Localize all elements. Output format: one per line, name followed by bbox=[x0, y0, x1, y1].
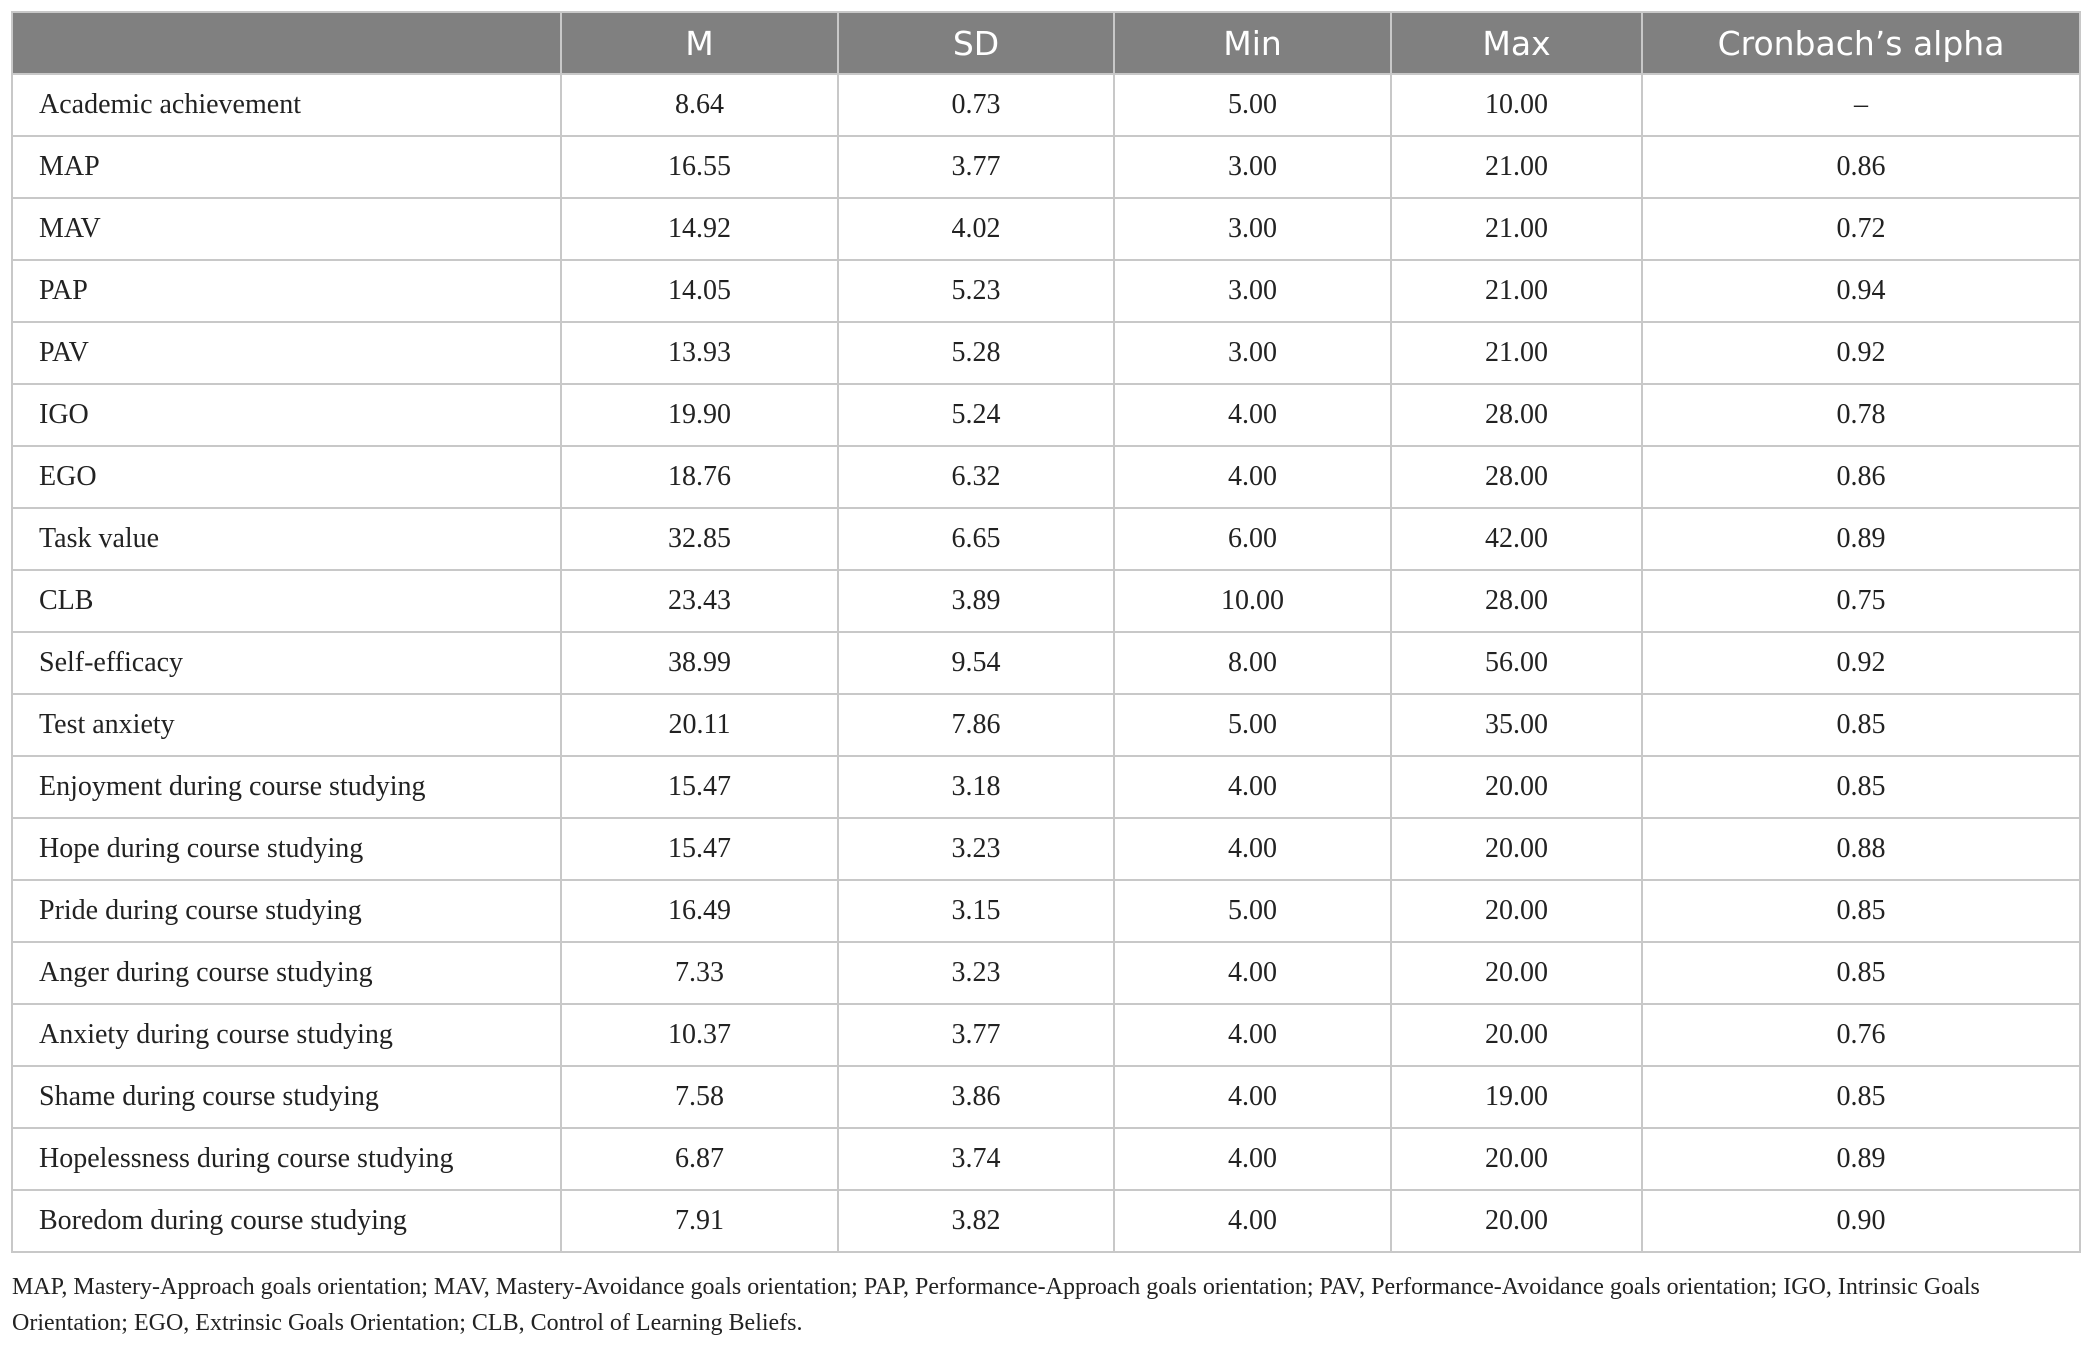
cell-cronbach-alpha: 0.86 bbox=[1642, 446, 2080, 508]
cell-cronbach-alpha: 0.72 bbox=[1642, 198, 2080, 260]
cell-min: 10.00 bbox=[1114, 570, 1391, 632]
cell-variable: Hope during course studying bbox=[12, 818, 561, 880]
cell-mean: 7.91 bbox=[561, 1190, 838, 1252]
cell-variable: Hopelessness during course studying bbox=[12, 1128, 561, 1190]
cell-variable: Academic achievement bbox=[12, 74, 561, 136]
cell-min: 5.00 bbox=[1114, 880, 1391, 942]
cell-sd: 9.54 bbox=[838, 632, 1114, 694]
cell-cronbach-alpha: 0.92 bbox=[1642, 322, 2080, 384]
cell-variable: MAP bbox=[12, 136, 561, 198]
header-mean: M bbox=[561, 12, 838, 74]
cell-sd: 3.77 bbox=[838, 1004, 1114, 1066]
cell-cronbach-alpha: 0.85 bbox=[1642, 1066, 2080, 1128]
cell-variable: Anxiety during course studying bbox=[12, 1004, 561, 1066]
cell-sd: 6.65 bbox=[838, 508, 1114, 570]
header-sd: SD bbox=[838, 12, 1114, 74]
cell-max: 56.00 bbox=[1391, 632, 1642, 694]
cell-variable: Task value bbox=[12, 508, 561, 570]
cell-max: 20.00 bbox=[1391, 756, 1642, 818]
cell-min: 4.00 bbox=[1114, 1190, 1391, 1252]
table-row bbox=[12, 1004, 2080, 1066]
cell-mean: 38.99 bbox=[561, 632, 838, 694]
cell-max: 28.00 bbox=[1391, 384, 1642, 446]
cell-cronbach-alpha: 0.75 bbox=[1642, 570, 2080, 632]
cell-max: 10.00 bbox=[1391, 74, 1642, 136]
cell-max: 19.00 bbox=[1391, 1066, 1642, 1128]
cell-sd: 7.86 bbox=[838, 694, 1114, 756]
descriptive-statistics-table bbox=[11, 11, 2081, 1253]
cell-cronbach-alpha: 0.76 bbox=[1642, 1004, 2080, 1066]
table-header-row bbox=[12, 12, 2080, 74]
cell-cronbach-alpha: 0.85 bbox=[1642, 880, 2080, 942]
cell-max: 20.00 bbox=[1391, 942, 1642, 1004]
table-row bbox=[12, 1128, 2080, 1190]
cell-min: 4.00 bbox=[1114, 1128, 1391, 1190]
cell-variable: Self-efficacy bbox=[12, 632, 561, 694]
table-container bbox=[11, 11, 2079, 1341]
cell-min: 4.00 bbox=[1114, 942, 1391, 1004]
cell-cronbach-alpha: 0.92 bbox=[1642, 632, 2080, 694]
cell-min: 4.00 bbox=[1114, 1066, 1391, 1128]
cell-max: 21.00 bbox=[1391, 198, 1642, 260]
cell-mean: 32.85 bbox=[561, 508, 838, 570]
cell-cronbach-alpha: 0.90 bbox=[1642, 1190, 2080, 1252]
cell-variable: Test anxiety bbox=[12, 694, 561, 756]
cell-variable: IGO bbox=[12, 384, 561, 446]
table-row bbox=[12, 880, 2080, 942]
table-footnote: MAP, Mastery-Approach goals orientation; MAV, Mastery-Avoidance goals orientation; PAP, Performance-Approach goals orientation; PAV, Performance-Avoidance goals orientation; IGO, Intrinsic Goals Orientation; EGO, Extrinsic Goals Orientation; CLB, Control of Learning Beliefs. bbox=[12, 1274, 1980, 1336]
cell-max: 21.00 bbox=[1391, 136, 1642, 198]
header-max: Max bbox=[1391, 12, 1642, 74]
table-row bbox=[12, 942, 2080, 1004]
cell-mean: 20.11 bbox=[561, 694, 838, 756]
cell-min: 3.00 bbox=[1114, 260, 1391, 322]
cell-mean: 7.33 bbox=[561, 942, 838, 1004]
cell-sd: 0.73 bbox=[838, 74, 1114, 136]
cell-min: 4.00 bbox=[1114, 1004, 1391, 1066]
cell-min: 4.00 bbox=[1114, 818, 1391, 880]
table-row bbox=[12, 1066, 2080, 1128]
cell-variable: Enjoyment during course studying bbox=[12, 756, 561, 818]
cell-mean: 13.93 bbox=[561, 322, 838, 384]
table-row bbox=[12, 570, 2080, 632]
cell-min: 5.00 bbox=[1114, 694, 1391, 756]
table-row bbox=[12, 818, 2080, 880]
table-row bbox=[12, 446, 2080, 508]
cell-cronbach-alpha: 0.78 bbox=[1642, 384, 2080, 446]
cell-mean: 23.43 bbox=[561, 570, 838, 632]
cell-mean: 14.05 bbox=[561, 260, 838, 322]
cell-mean: 8.64 bbox=[561, 74, 838, 136]
cell-variable: Shame during course studying bbox=[12, 1066, 561, 1128]
cell-cronbach-alpha: 0.85 bbox=[1642, 694, 2080, 756]
cell-sd: 6.32 bbox=[838, 446, 1114, 508]
cell-min: 3.00 bbox=[1114, 136, 1391, 198]
cell-min: 4.00 bbox=[1114, 756, 1391, 818]
cell-max: 20.00 bbox=[1391, 1128, 1642, 1190]
cell-variable: CLB bbox=[12, 570, 561, 632]
cell-mean: 7.58 bbox=[561, 1066, 838, 1128]
table-row bbox=[12, 1190, 2080, 1252]
cell-min: 8.00 bbox=[1114, 632, 1391, 694]
cell-cronbach-alpha: 0.88 bbox=[1642, 818, 2080, 880]
cell-cronbach-alpha: 0.85 bbox=[1642, 756, 2080, 818]
cell-sd: 3.77 bbox=[838, 136, 1114, 198]
cell-sd: 3.23 bbox=[838, 818, 1114, 880]
header-variable bbox=[12, 12, 561, 74]
cell-max: 35.00 bbox=[1391, 694, 1642, 756]
cell-max: 21.00 bbox=[1391, 322, 1642, 384]
table-row bbox=[12, 632, 2080, 694]
table-body bbox=[12, 74, 2080, 1252]
cell-variable: Pride during course studying bbox=[12, 880, 561, 942]
table-row bbox=[12, 508, 2080, 570]
cell-variable: Anger during course studying bbox=[12, 942, 561, 1004]
cell-mean: 16.55 bbox=[561, 136, 838, 198]
cell-sd: 4.02 bbox=[838, 198, 1114, 260]
cell-sd: 3.23 bbox=[838, 942, 1114, 1004]
cell-max: 20.00 bbox=[1391, 1190, 1642, 1252]
cell-variable: PAV bbox=[12, 322, 561, 384]
cell-variable: PAP bbox=[12, 260, 561, 322]
table-row bbox=[12, 260, 2080, 322]
header-cronbach-alpha: Cronbach’s alpha bbox=[1642, 12, 2080, 74]
cell-max: 28.00 bbox=[1391, 446, 1642, 508]
cell-mean: 18.76 bbox=[561, 446, 838, 508]
cell-sd: 5.23 bbox=[838, 260, 1114, 322]
cell-cronbach-alpha: 0.85 bbox=[1642, 942, 2080, 1004]
header-min: Min bbox=[1114, 12, 1391, 74]
cell-mean: 16.49 bbox=[561, 880, 838, 942]
table-row bbox=[12, 694, 2080, 756]
table-row bbox=[12, 74, 2080, 136]
cell-mean: 10.37 bbox=[561, 1004, 838, 1066]
cell-cronbach-alpha: 0.94 bbox=[1642, 260, 2080, 322]
cell-sd: 3.15 bbox=[838, 880, 1114, 942]
cell-max: 28.00 bbox=[1391, 570, 1642, 632]
cell-cronbach-alpha: 0.86 bbox=[1642, 136, 2080, 198]
cell-variable: Boredom during course studying bbox=[12, 1190, 561, 1252]
cell-sd: 3.18 bbox=[838, 756, 1114, 818]
cell-variable: EGO bbox=[12, 446, 561, 508]
cell-min: 4.00 bbox=[1114, 446, 1391, 508]
table-row bbox=[12, 198, 2080, 260]
cell-min: 4.00 bbox=[1114, 384, 1391, 446]
cell-max: 20.00 bbox=[1391, 1004, 1642, 1066]
cell-sd: 3.82 bbox=[838, 1190, 1114, 1252]
cell-min: 5.00 bbox=[1114, 74, 1391, 136]
cell-sd: 3.74 bbox=[838, 1128, 1114, 1190]
cell-mean: 14.92 bbox=[561, 198, 838, 260]
cell-min: 3.00 bbox=[1114, 322, 1391, 384]
cell-mean: 6.87 bbox=[561, 1128, 838, 1190]
cell-min: 3.00 bbox=[1114, 198, 1391, 260]
cell-mean: 15.47 bbox=[561, 818, 838, 880]
cell-sd: 3.86 bbox=[838, 1066, 1114, 1128]
cell-max: 21.00 bbox=[1391, 260, 1642, 322]
cell-cronbach-alpha: – bbox=[1642, 74, 2080, 136]
cell-mean: 15.47 bbox=[561, 756, 838, 818]
cell-cronbach-alpha: 0.89 bbox=[1642, 508, 2080, 570]
table-row bbox=[12, 136, 2080, 198]
cell-sd: 5.28 bbox=[838, 322, 1114, 384]
cell-min: 6.00 bbox=[1114, 508, 1391, 570]
cell-sd: 3.89 bbox=[838, 570, 1114, 632]
cell-variable: MAV bbox=[12, 198, 561, 260]
cell-max: 42.00 bbox=[1391, 508, 1642, 570]
table-row bbox=[12, 322, 2080, 384]
table-row bbox=[12, 384, 2080, 446]
cell-max: 20.00 bbox=[1391, 818, 1642, 880]
cell-cronbach-alpha: 0.89 bbox=[1642, 1128, 2080, 1190]
cell-sd: 5.24 bbox=[838, 384, 1114, 446]
cell-mean: 19.90 bbox=[561, 384, 838, 446]
table-row bbox=[12, 756, 2080, 818]
cell-max: 20.00 bbox=[1391, 880, 1642, 942]
